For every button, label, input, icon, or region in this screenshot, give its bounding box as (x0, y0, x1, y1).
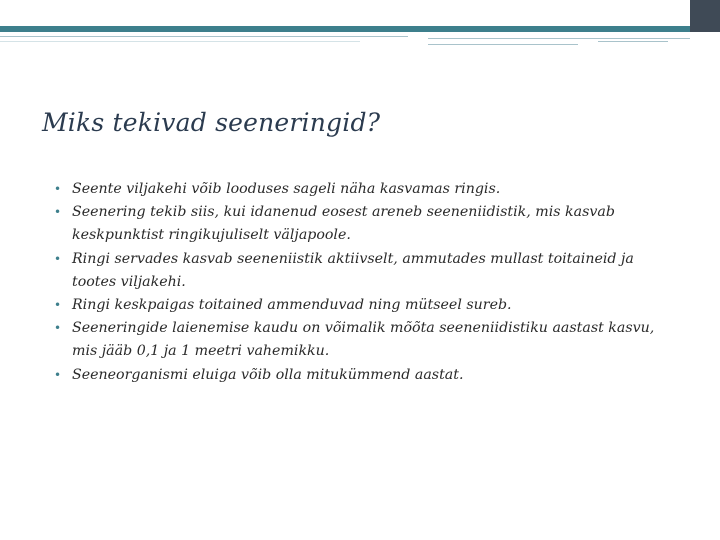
bullet-text: Seeneringide laienemise kaudu on võimalik mõõta seeneniidistiku aastast kasvu, mis jääb 0,1 ja 1 meetri vahemikku. (72, 320, 655, 360)
bullet-text: Seeneorganismi eluiga võib olla mitukümmend aastat. (72, 366, 464, 383)
bullet-icon: • (54, 321, 62, 336)
bullet-text: Seenering tekib siis, kui idanenud eosest areneb seeneniidistik, mis kasvab keskpunktist ringikujuliselt väljapoole. (72, 204, 615, 244)
decorative-line (0, 41, 360, 42)
bullet-item (54, 364, 674, 387)
top-accent-bar (0, 26, 690, 32)
bullet-item (54, 317, 674, 363)
bullet-item (54, 178, 674, 201)
corner-accent-block (690, 0, 720, 32)
bullet-text: Seente viljakehi võib looduses sageli näha kasvamas ringis. (72, 181, 501, 197)
slide-title: Miks tekivad seeneringid? (42, 108, 381, 137)
bullet-list (54, 178, 674, 387)
bullet-icon: • (54, 182, 62, 196)
bullet-item (54, 248, 674, 294)
decorative-line (598, 41, 668, 42)
bullet-icon: • (54, 205, 62, 220)
bullet-icon: • (54, 367, 62, 382)
decorative-line (428, 44, 578, 45)
decorative-line (428, 38, 690, 39)
top-background (0, 0, 690, 26)
bullet-icon: • (54, 298, 62, 313)
bullet-item (54, 294, 674, 317)
bullet-icon: • (54, 251, 62, 266)
bullet-text: Ringi servades kasvab seeneniistik aktiivselt, ammutades mullast toitaineid ja tootes viljakehi. (72, 250, 634, 290)
decorative-line (0, 36, 408, 37)
bullet-text: Ringi keskpaigas toitained ammenduvad ning mütseel sureb. (72, 297, 512, 314)
bullet-item (54, 201, 674, 247)
